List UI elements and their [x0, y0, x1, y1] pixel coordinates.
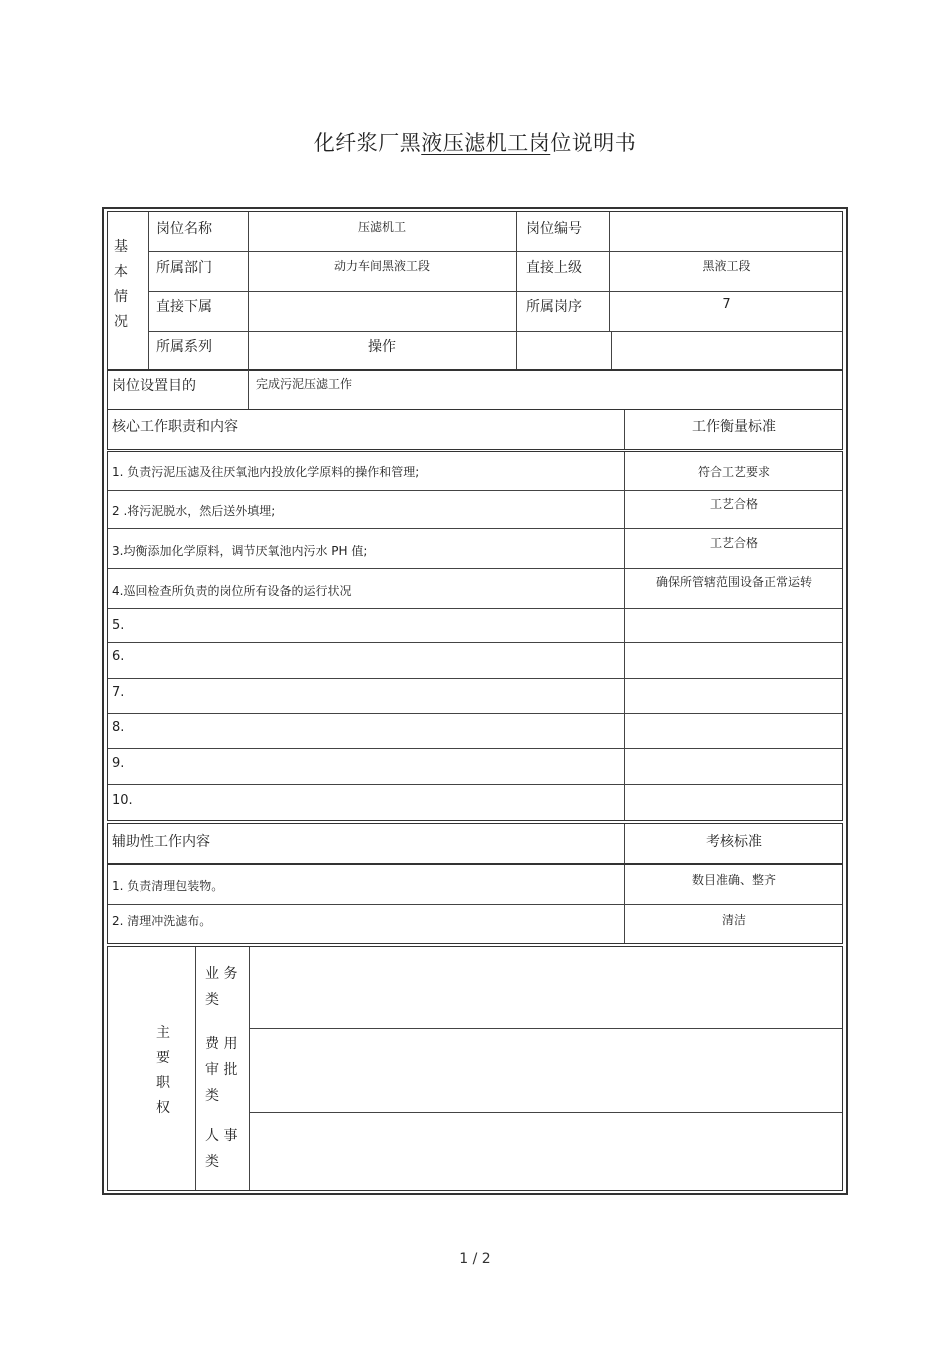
aux-duty-standard: 清洁	[721, 913, 746, 927]
aux-duties-title: 辅助性工作内容	[112, 834, 210, 850]
core-duty-text: 3.均衡添加化学原料，调节厌氧池内污水 PH 值;	[112, 544, 368, 558]
aux-duty-standard: 数目准确、整齐	[691, 873, 776, 887]
authority-side-label: 主 要 职 权	[156, 1025, 170, 1116]
core-duty-standard: 工艺合格	[709, 497, 758, 511]
purpose-label: 岗位设置目的	[112, 378, 196, 394]
series-value: 操作	[368, 339, 396, 355]
expense-authority-label: 费 用 审 批 类	[205, 1036, 238, 1104]
job-description-table	[102, 207, 848, 1195]
sequence-label: 所属岗序	[526, 299, 582, 315]
core-duties-title: 核心工作职责和内容	[112, 419, 238, 435]
position-no-label: 岗位编号	[526, 221, 582, 237]
core-duty-standard: 确保所管辖范围设备正常运转	[655, 575, 812, 589]
basic-side-label: 基 本 情 况	[114, 239, 128, 330]
core-duty-text: 4.巡回检查所负责的岗位所有设备的运行状况	[112, 584, 352, 598]
series-label: 所属系列	[156, 339, 212, 355]
subordinate-label: 直接下属	[156, 299, 212, 315]
document-title: 化纤浆厂黑液压滤机工岗位说明书	[313, 131, 637, 155]
core-duty-standard: 工艺合格	[709, 536, 758, 550]
aux-duty-text: 1. 负责清理包装物。	[112, 879, 224, 893]
core-duty-text: 9.	[112, 756, 125, 771]
aux-duties-rows	[107, 864, 843, 944]
aux-standard-title: 考核标准	[706, 834, 762, 850]
core-duty-text: 10.	[112, 793, 133, 808]
page-number: 1 / 2	[459, 1251, 491, 1267]
purpose-section	[107, 369, 843, 410]
core-duty-text: 8.	[112, 720, 125, 735]
core-duty-text: 7.	[112, 685, 125, 700]
aux-duties-header	[107, 823, 843, 864]
superior-label: 直接上级	[526, 260, 582, 276]
basic-info-section	[107, 211, 843, 371]
purpose-text: 完成污泥压滤工作	[256, 377, 353, 391]
core-duties-rows	[107, 451, 843, 821]
superior-value: 黑液工段	[702, 259, 751, 273]
authority-section	[107, 946, 843, 1191]
core-duties-header	[107, 409, 843, 450]
core-duty-text: 1. 负责污泥压滤及往厌氧池内投放化学原料的操作和管理;	[112, 465, 420, 479]
department-value: 动力车间黑液工段	[333, 259, 430, 273]
aux-duty-text: 2. 清理冲洗滤布。	[112, 914, 212, 928]
position-name-label: 岗位名称	[156, 221, 212, 237]
position-name-value: 压滤机工	[357, 220, 406, 234]
department-label: 所属部门	[156, 260, 212, 276]
core-duty-text: 2 .将污泥脱水，然后送外填埋;	[112, 504, 276, 518]
core-duty-standard: 符合工艺要求	[697, 465, 770, 479]
personnel-authority-label: 人 事 类	[205, 1128, 238, 1170]
core-duty-text: 6.	[112, 649, 125, 664]
core-duty-text: 5.	[112, 618, 125, 633]
business-authority-label: 业 务 类	[205, 966, 238, 1008]
sequence-value: 7	[722, 297, 731, 312]
core-standard-title: 工作衡量标准	[692, 419, 776, 435]
